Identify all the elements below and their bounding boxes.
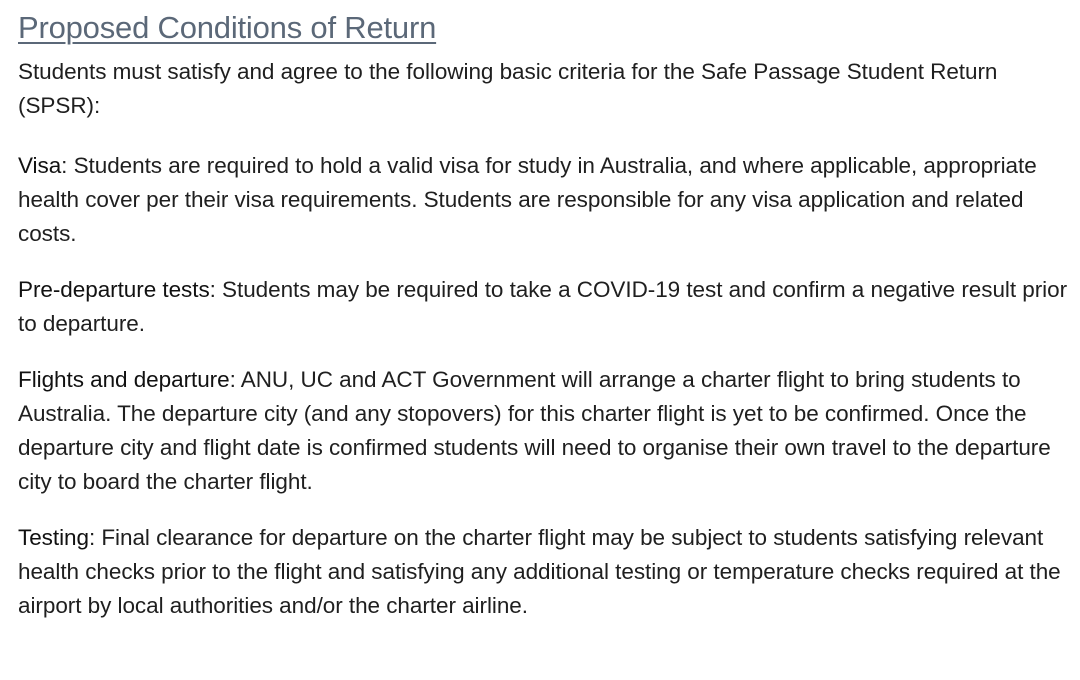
section-separator: : (229, 367, 241, 392)
section-visa (18, 149, 1074, 251)
section-text: ANU, UC and ACT Government will arrange a charter flight to bring students to Australia. The departure city (and any stopovers) for this charter flight is yet to be confirmed. Once the departure city and flight date is confirmed students will need to organise their own travel to the departure city to board the charter flight. (18, 367, 1051, 494)
section-separator: : (61, 153, 74, 178)
section-text: Final clearance for departure on the charter flight may be subject to students satisfying relevant health checks prior to the flight and satisfying any additional testing or temperature checks required at the airport by local authorities and/or the charter airline. (18, 525, 1061, 618)
section-label: Visa (18, 153, 62, 178)
section-flights-and-departure (18, 363, 1074, 499)
section-pre-departure-tests (18, 273, 1074, 341)
section-text: Students may be required to take a COVID-19 test and confirm a negative result prior to departure. (18, 277, 1068, 336)
section-label: Pre-departure tests (18, 277, 210, 302)
section-separator: : (209, 277, 223, 302)
section-separator: : (88, 525, 102, 550)
intro-paragraph: Students must satisfy and agree to the following basic criteria for the Safe Passage Student Return (SPSR): (18, 59, 998, 118)
page-title-link[interactable]: Proposed Conditions of Return (18, 10, 437, 45)
section-label: Testing (18, 525, 89, 550)
section-text: Students are required to hold a valid visa for study in Australia, and where applicable, appropriate health cover per their visa requirements. Students are responsible for any visa application and related costs. (18, 153, 1037, 246)
document (18, 8, 1074, 645)
section-testing (18, 521, 1074, 623)
section-label: Flights and departure (18, 367, 230, 392)
